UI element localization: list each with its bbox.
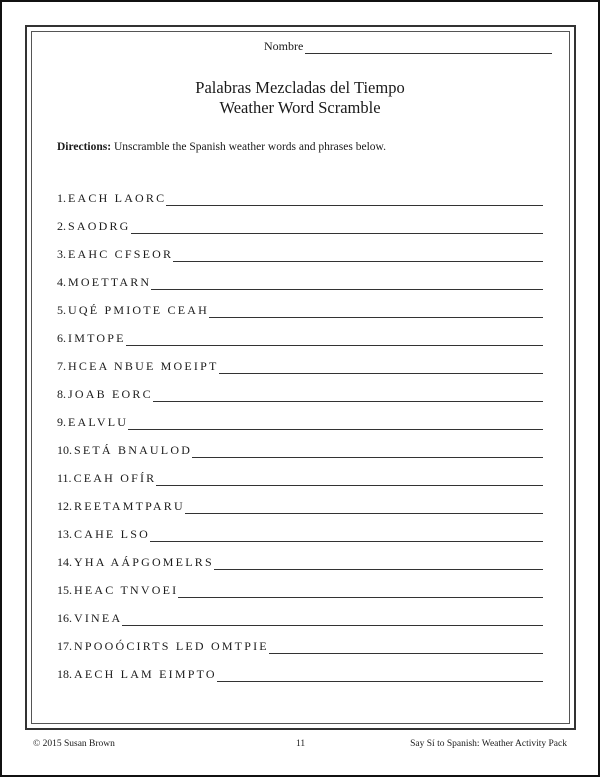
answer-line[interactable] (178, 585, 543, 598)
list-item (57, 542, 543, 570)
item-number: 7. (57, 359, 66, 373)
list-item (57, 570, 543, 598)
list-item (57, 654, 543, 682)
scrambled-word: CAHE LSO (74, 527, 150, 541)
list-item (57, 430, 543, 458)
answer-line[interactable] (150, 529, 543, 542)
answer-line[interactable] (156, 473, 543, 486)
list-item (57, 346, 543, 374)
answer-line[interactable] (209, 305, 543, 318)
item-number: 17. (57, 639, 72, 653)
answer-line[interactable] (214, 557, 543, 570)
answer-line[interactable] (128, 417, 543, 430)
directions-label: Directions: (57, 141, 112, 153)
answer-line[interactable] (122, 613, 543, 626)
name-answer-line[interactable] (305, 42, 552, 54)
item-number: 11. (57, 471, 72, 485)
list-item (57, 374, 543, 402)
name-field (264, 40, 552, 54)
list-item (57, 234, 543, 262)
item-number: 15. (57, 583, 72, 597)
name-label: Nombre (264, 39, 304, 53)
scrambled-word: JOAB EORC (68, 387, 153, 401)
scramble-list (57, 178, 543, 682)
footer-copyright: © 2015 Susan Brown (33, 739, 115, 749)
scrambled-word: VINEA (74, 611, 123, 625)
scrambled-word: SAODRG (68, 219, 131, 233)
scrambled-word: AECH LAM EIMPTO (74, 667, 217, 681)
item-number: 2. (57, 219, 66, 233)
answer-line[interactable] (185, 501, 543, 514)
answer-line[interactable] (217, 669, 543, 682)
scrambled-word: HCEA NBUE MOEIPT (68, 359, 219, 373)
answer-line[interactable] (173, 249, 543, 262)
answer-line[interactable] (269, 641, 543, 654)
footer-book-title: Say Sí to Spanish: Weather Activity Pack (410, 739, 567, 749)
list-item (57, 626, 543, 654)
scrambled-word: EACH LAORC (68, 191, 167, 205)
item-number: 12. (57, 499, 72, 513)
item-number: 4. (57, 275, 66, 289)
answer-line[interactable] (131, 221, 543, 234)
item-number: 3. (57, 247, 66, 261)
scrambled-word: CEAH OFÍR (73, 471, 157, 485)
answer-line[interactable] (126, 333, 543, 346)
scrambled-word: IMTOPE (68, 331, 126, 345)
scrambled-word: MOETTARN (68, 275, 152, 289)
list-item (57, 486, 543, 514)
scrambled-word: YHA AÁPGOMELRS (74, 555, 214, 569)
list-item (57, 206, 543, 234)
scrambled-word: EAHC CFSEOR (68, 247, 174, 261)
list-item (57, 514, 543, 542)
list-item (57, 290, 543, 318)
scrambled-word: NPOOÓCIRTS LED OMTPIE (74, 639, 269, 653)
item-number: 13. (57, 527, 72, 541)
title-spanish: Palabras Mezcladas del Tiempo (195, 78, 405, 97)
list-item (57, 458, 543, 486)
title-english: Weather Word Scramble (219, 98, 381, 117)
item-number: 18. (57, 667, 72, 681)
item-number: 1. (57, 191, 66, 205)
answer-line[interactable] (192, 445, 543, 458)
item-number: 14. (57, 555, 72, 569)
item-number: 10. (57, 443, 72, 457)
list-item (57, 262, 543, 290)
answer-line[interactable] (219, 361, 543, 374)
answer-line[interactable] (153, 389, 543, 402)
item-number: 5. (57, 303, 66, 317)
scrambled-word: HEAC TNVOEI (74, 583, 179, 597)
scrambled-word: UQÉ PMIOTE CEAH (68, 303, 209, 317)
answer-line[interactable] (151, 277, 543, 290)
scrambled-word: SETÁ BNAULOD (74, 443, 193, 457)
scrambled-word: EALVLU (68, 415, 129, 429)
item-number: 6. (57, 331, 66, 345)
list-item (57, 402, 543, 430)
list-item (57, 178, 543, 206)
item-number: 9. (57, 415, 66, 429)
scrambled-word: REETAMTPARU (74, 499, 185, 513)
item-number: 8. (57, 387, 66, 401)
list-item (57, 598, 543, 626)
footer-page-number: 11 (296, 739, 306, 749)
directions (57, 141, 386, 153)
directions-text: Unscramble the Spanish weather words and phrases below. (111, 141, 386, 153)
answer-line[interactable] (166, 193, 543, 206)
item-number: 16. (57, 611, 72, 625)
list-item (57, 318, 543, 346)
